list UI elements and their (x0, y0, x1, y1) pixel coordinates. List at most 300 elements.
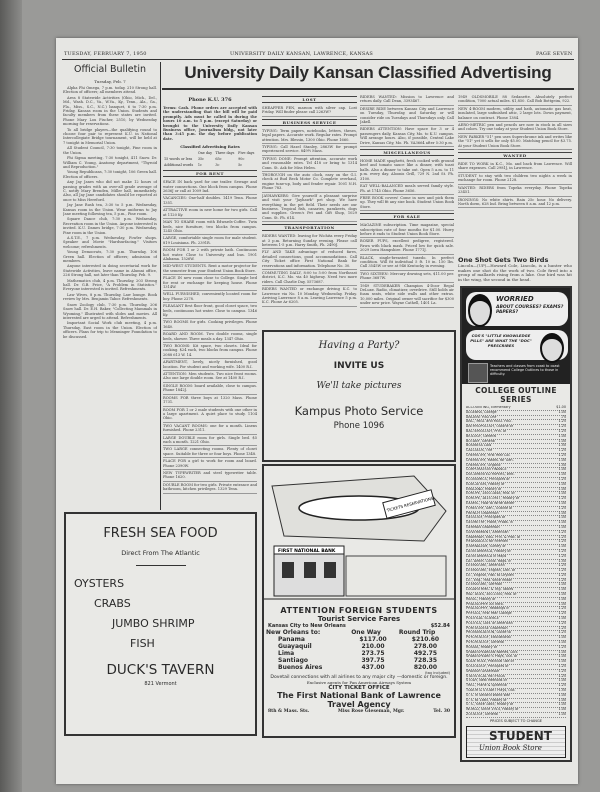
classified-ad: DOUBLE ROOM for two girls. Private entrance and bathroom, kitchen privileges. 1329 Tenn. (163, 482, 257, 494)
book-price: 1.00 (558, 433, 566, 438)
book-title: PRONUNCIATION, Guide to (466, 631, 511, 635)
bulletin-item: Jay Jane Rush tea, 3:30 to 5 p.m. Wednesday, Kansas room in the Union. Wear uniforms to Jay Jane meeting following tea, 5 p.m., Pine room. (63, 203, 157, 216)
book-price: 1.00 (558, 472, 566, 477)
book-price: 1.50 (558, 558, 566, 563)
book-price: 1.25 (558, 606, 566, 611)
bulletin-item: Area 8 Statewide Activities (Ohio, Mich., Del., Md., Wash. D.C., Va., W.Va., Ky., Tenn., Ala., Ga., Fla., Miss., S.C., N.C.) banquet, 6 to 7:30 p.m. Friday, Kansas room in the Union. Students and faculty members from these states are invited. Phone Mary Lou Fischer, 2510, by Wednesday morning for reservations. (63, 95, 157, 127)
address-row (264, 709, 454, 714)
store-name: STUDENT (489, 728, 552, 743)
fare-row (264, 650, 454, 657)
classified-ad: SHEAFFER PEN, maroon with silver cap. Lost Friday. Will finder please call 2263W? (262, 105, 357, 117)
classified-ad: ROOM FOR 1 or 2 with private bath. Continuous hot water. Close to University and bus. 1901 Alabama. 1526W. (163, 247, 257, 263)
book-title: PSYCHOLOGY, Educational (466, 636, 511, 640)
book-title: SLIDE RULE, Practical use of (466, 660, 514, 664)
worried-question: ABOUT COURSES? EXAMS? PAPERS? (496, 305, 564, 315)
fare-cell: Lima (278, 650, 295, 657)
book-title: EDUCATION, History of (466, 482, 505, 486)
book-title: STATISTICAL METHODS (466, 674, 506, 678)
book-title: GEOMETRY, Plane, Probs. in (466, 521, 513, 525)
fare-cell: Panama (278, 636, 305, 643)
book-price: 1.25 (558, 563, 566, 568)
classified-ad: WELL FURNISHED, conveniently located room for boy. Phone 2278. (163, 291, 257, 303)
classified-ad: FREE BOOK covers! Come in now and pick them up. They will fit any size book. Student Union Book Store. (360, 195, 454, 211)
bulletin-item: Young Democrats, 7:30 p.m. Thursday, 106 Green hall. Election of officers; admission of members. (63, 250, 157, 264)
book-price: 1.25 (558, 448, 566, 453)
manager: Miss Rose Gieseman, Mgr. (337, 709, 405, 714)
book-title: BIOLOGY, General (466, 434, 497, 438)
classified-column-3 (360, 94, 454, 326)
bulletin-item: A.S.T.E., 7 p.m. Wednesday, Fowler shops. Speaker and Movie "Hardsurfacing." Visitors welcome; refreshments. (63, 236, 157, 249)
bulletin-item: Snow Zoology club, 7:30 p.m. Thursday, 206 Snow hall. Dr. E.H. Baker, "Collecting Mammals in Wyoming." Illustrated with slides and movies. All interested are urged to attend. Refreshments. (63, 302, 157, 320)
book-price: 1.00 (558, 587, 566, 592)
book-price: 1.00 (558, 524, 566, 529)
fare-cell: 210.00 (361, 643, 385, 650)
book-price: 1.25 (558, 611, 566, 616)
book-title: POLITICS, Dict. of American (466, 621, 513, 625)
book-title: U. S., since 1865, History of (466, 703, 514, 707)
book-title: LATIN AMERICA in Maps (466, 554, 507, 558)
bulletin-item: Any Jay Janes who did not make 12 hours of passing grades with an over-all grade average of C, notify Mary Brenden, Miller hall, immediately. Also, all Jay Jane candidates should be reported at once to Miss Hereford. (63, 180, 157, 202)
classified-ad: SPACE IN back yard for one trailer. Sewage and water connections. One block from campus. Phone 2636J or call at 1009 Ind. (163, 179, 257, 195)
book-price: 1.00 (558, 520, 566, 525)
book-title: CHEMISTRY, Maths. for Gen. (466, 458, 514, 462)
rate-cell: 35c (197, 157, 205, 162)
book-price: 1.00 (558, 409, 566, 414)
book-title: EUROPE, 1500-1848, Hist. of (466, 492, 515, 496)
seafood-item: JUMBO SHRIMP (112, 617, 195, 630)
agents-note: Exclusive agents for Pan American Airways System (306, 680, 412, 685)
book-price: 1.00 (558, 582, 566, 587)
happy-face-icon (540, 333, 564, 363)
masthead-line: UNIVERSITY DAILY KANSAN, LAWRENCE, KANSAS (230, 51, 373, 57)
book-title: CORPORATION FINANCE (466, 468, 507, 472)
book-title: LIT., English, Hist. to Dryden (466, 573, 514, 577)
fare-cell: 820.00 (413, 664, 437, 671)
news-story (458, 256, 572, 286)
classified-ad: NEW TYPEWRITER and steel typewriter table. Phone 1620. (163, 470, 257, 482)
classified-ad: ATTRACTIVE room in new home for two girls. Call at 1120 Ky. (163, 207, 257, 219)
seafood-item: FISH (130, 637, 155, 650)
section-heading: BUSINESS SERVICE (262, 119, 357, 126)
rate-cell: 15 words or less (164, 157, 193, 162)
book-title: ECONOMICS, Principles of (466, 477, 510, 481)
tavern-name: DUCK'S TAVERN (106, 662, 215, 678)
classified-ad: TWO VACANT ROOMS: one for a month. Linens furnished. Phone 2311. (163, 423, 257, 435)
tax-note: (tax included) (425, 671, 450, 675)
seafood-ad (64, 512, 257, 736)
book-title: PSYCHOLOGY, General (466, 641, 505, 645)
classified-ad: BOXER PUPS, excellent pedigree, registered. Fawn with black mask. Priced low for quick sale. 2029 Iowa Hampshire. Phone 1771J. (360, 238, 454, 254)
fare-cell: 397.75 (361, 657, 385, 664)
col-header: Round Trip (398, 629, 436, 636)
classified-ad: NEW 4-ROOM modern, utility and bath, automatic gas heat, insulated, large unfinished attic, 2 large lots. Down payment, balance on contract. Phone 1384. (458, 106, 572, 122)
section-heading: MISCELLANEOUS (360, 149, 454, 156)
classified-ad: HOME MADE spaghetti, fresh cooked with ground beef and tomato sauce like a dinner, with toast balls. Also a dinner to take out. Open 5 a.m. to 11 p.m. every day. Aloonis Grill, 729 N. 2nd St. Ph. 3100. (360, 158, 454, 183)
classified-ad: STUDENT to stay with two children two nights a week in exchange for room. Phone 2128. (458, 173, 572, 185)
book-title: MID. AGES, 300-1500, Hist. of (466, 593, 517, 597)
classified-ad: TYPING DONE: Prompt attention, accurate work and reasonable rates. Tel 418 or bring to 1314 Conn. St. Ask for Miss Helen. (262, 156, 357, 172)
bulletin-item: Alpha Phi Omega, 7 p.m. today, 210 Strong hall. Election of officers; all members attend. (63, 86, 157, 95)
book-title: RUSSIA, History of (466, 645, 498, 649)
kc-fare: $52.84 (430, 623, 450, 629)
classified-ad: EAT WELL-BALANCED meals served family style. Ph. at 1745 Ohio. Phone 3656. (360, 183, 454, 195)
classified-ad: 1949 OLDSMOBILE 88 Sedanette. Absolutely perfect condition, 7000 actual miles. $1,850. Call Bob Bottgeim, 922. (458, 94, 572, 106)
story-text: Lincoln—(UP)—Howard Cole, Lincoln, is a hunter who makes one shot do the work of two. Cole fired into a group of mallards rising from a lake. One bird was hit in the wing, the second in the head. (458, 263, 572, 282)
fares-from: New Orleans to: (266, 629, 321, 636)
classified-ad: ATTENTION: Men students. Two nice front rooms. Also one large double room. See at 1400 R.I. (163, 371, 257, 383)
book-title: CALCULUS, The (466, 449, 493, 453)
party-line: Having a Party? (318, 340, 400, 351)
book-title: HYDRAULICS for Firemen (466, 540, 509, 544)
classified-ad: THOROUGH on the auto clock, easy on the G.I. check at Bud Beck Motor Co. Complete overhaul, engine tune-up, body and fender repair. 1001 N.H. Phone 783. (262, 172, 357, 193)
book-price: 1.25 (558, 568, 566, 573)
col-header: One Way (351, 629, 381, 636)
book-price: 1.00 (558, 515, 566, 520)
bulletin-date: Tuesday, Feb. 7 (94, 79, 126, 84)
book-title: PHILOSOPHY, Readings in (466, 607, 510, 611)
fare-cell: $117.00 (359, 636, 387, 643)
book-title: PHYSICS, First Year College (466, 612, 512, 616)
book-price: 1.00 (558, 702, 566, 707)
book-price: 1.00 (558, 649, 566, 654)
classified-ad: RIDERS WANTED: leaving for Wichita every Friday at 3 p.m. Returning Sunday evening. Please call between 1-5 p.m. Harry Smith, Ph. 2490J. (262, 233, 357, 249)
classified-ad: LARGE DOUBLE room for girls. Single bed. $5 each a month. 1221 Ohio. (163, 435, 257, 447)
classified-ad: MAGAZINE subscription. Time magazine, special subscription rate of four months for $1.00. Hurry before it ends to Student Union Book Store. (360, 222, 454, 238)
fare-cell: Santiago (278, 657, 309, 664)
book-price: 1.25 (558, 673, 566, 678)
rates-title: Classified Advertising Rates (180, 144, 240, 150)
section-heading: FOR SALE (360, 213, 454, 220)
book-price: 1.00 (558, 438, 566, 443)
fare-cell: 492.75 (413, 650, 437, 657)
bulletin-title: Official Bulletin (73, 64, 147, 75)
classified-ad: VACANCIES: One-half doubles. 1419 Tenn. Phone 1351. (163, 195, 257, 207)
series-title: COLLEGE OUTLINE SERIES (475, 386, 557, 404)
book-title: TUDOR & STUART Plays, Out. (466, 689, 516, 693)
classified-ad: PLEASANT first floor front, good closet space, two beds, continuous hot water. Close to campus. 1346 Ky. (163, 303, 257, 319)
book-price: 1.00 (558, 491, 566, 496)
book-price: 1.00 (558, 592, 566, 597)
classified-ad: TWO LARGE connecting rooms. Plenty of closet space. Suitable for three or four boys. Phone 1348. (163, 446, 257, 458)
issue-date: TUESDAY, FEBRUARY 7, 1950 (64, 51, 147, 57)
outline-note: Teachers and classes from coast to coast recommend College Outlines to those in difficulty. (490, 364, 560, 376)
prices-note: PRICES SUBJECT TO CHANGE (489, 718, 543, 723)
book-title: CHEMISTRY, Organic (466, 463, 501, 467)
book-title: EXAMS., How to Write Better (466, 501, 515, 505)
classified-ad: 1949 STUDEBAKER Champion 4-Door Regal DeLuxe. Radio, climatizer, overdrive. Still holds air foam seats, white side walls and other extras. 10,000 miles. Original owner will sacrifice for $300 under new price. Wayne Cathell, 1401 La. (360, 283, 454, 308)
rate-cell: 1c (197, 163, 202, 168)
book-price: 1.25 (558, 664, 566, 669)
book-title: SOCIOLOGY, Principles of (466, 665, 509, 669)
fare-cell: 278.00 (413, 643, 437, 650)
classified-ad: FLY AND TAKE advantage of reduced fares, detailed connections, good accommodations. Call City Ticket office First National Bank for reservations and information. Telephone No. 30. (262, 249, 357, 270)
book-price: 1.25 (558, 534, 566, 539)
book-price: 1.00 (558, 596, 566, 601)
book-title: ZOOLOGY, General (466, 713, 499, 716)
book-price: 1.00 (558, 712, 566, 716)
book-title: SHAKESPEARE'S Plays, Out. of (466, 655, 518, 659)
book-price: 1.25 (558, 428, 566, 433)
book-price: 1.25 (558, 529, 566, 534)
classified-ad: ROOM FOR 1 or 2 male students with one other in a large apartment. A quiet place to study. 1104 Ohio. (163, 407, 257, 423)
book-title: GEOLOGY, Principles of (466, 516, 506, 520)
page-number: PAGE SEVEN (536, 51, 573, 57)
airplane-bank-illustration (264, 466, 454, 602)
book-price: 1.00 (558, 544, 566, 549)
fare-cell: 273.75 (361, 650, 385, 657)
classified-column-4 (458, 94, 572, 254)
fare-cell: Guayaquil (278, 643, 312, 650)
col-header: One day (197, 151, 212, 156)
outline-illustration (462, 288, 570, 384)
book-price: 1.00 (558, 457, 566, 462)
rate-cell: 90c (238, 157, 245, 162)
classified-column-1 (163, 94, 257, 508)
section-heading: TRANSPORTATION (262, 224, 357, 231)
book-title: FORESTRY, Gen., Outline of (466, 506, 513, 510)
classified-ad: TYPING: Call Hazel Stanley, 2863W for prompt experienced service. 849½ Mass. (262, 144, 357, 156)
connections: Dovetail connections with all airlines to any major city —domestic or foreign. (270, 675, 448, 680)
fare-cell: Buenos Aires (278, 664, 323, 671)
bulletin-item: To all bridge players—the qualifying round to choose four pair to represent K.U. in National Intercollegiate Bridge tournament, will be held at 7 tonight in Memorial Union. (63, 127, 157, 145)
travel-subtitle: Tourist Service Fares (317, 615, 401, 623)
book-title: ANTHROPOLOGY, Outline of (466, 425, 513, 429)
photo-service-ad (262, 330, 456, 462)
invite-line: INVITE US (333, 361, 385, 371)
section-heading: WANTED (458, 152, 572, 159)
book-title: CHEMISTRY, First Year Col. (466, 453, 511, 457)
column-divider (160, 62, 161, 510)
classified-ad: RIDERS WANTED or exchange driving K.C. to Lawrence via No. 10 Monday, Wednesday, Friday. Arriving Lawrence 8 a.m. Leaving Lawrence 5 p.m. K.C. Phone Ar 6205. (262, 286, 357, 307)
book-price: 1.50 (558, 443, 566, 448)
book-price: 1.25 (558, 548, 566, 553)
kc-route: Kansas City to New Orleans (268, 623, 346, 629)
book-title: SHAKESPEAREAN Names, Dict. (466, 650, 519, 654)
fare-row (264, 636, 454, 643)
book-title: POLITICAL SCIENCE (466, 617, 500, 621)
book-title: ANCIENT HISTORY (466, 415, 497, 419)
book-title: LITERATURE, English, Dict. of (466, 569, 516, 573)
book-price: 1.00 (558, 616, 566, 621)
book-price: 1.25 (558, 419, 566, 424)
rate-cell: 3c (215, 163, 220, 168)
classified-ad: ROOMS FOR three boys at 1320 Mass. Phone 1731. (163, 395, 257, 407)
book-title: PORTUGUESE GRAMMAR (466, 626, 508, 630)
book-price: 1.25 (558, 505, 566, 510)
classified-ad: NEW PARKER "51" pen uses Superchrome ink and writes like the "51" yet it sells for only $5.00. Matching pencil for $3.75. At your Student Union Book Store. (458, 134, 572, 150)
book-title: U. S. in Second World War (466, 693, 511, 697)
bulletin-item: Young Republicans, 7:30 tonight, 106 Green hall. Election of officers. (63, 170, 157, 179)
book-title: GRAMMAR, ENG. Prin. & Prac. of (466, 535, 521, 539)
classified-ad: DESIRE RIDE between Kansas City and Lawrence on Tuesday, Thursday, and Saturday or will consider ride on Tuesdays and Thursdays only. Call Jakell. (360, 106, 454, 127)
bulletin-item: Law Wives, 8 p.m. Thursday, Law lounge. Book review by Mrs. Benjamin Tabor. Refreshments. (63, 292, 157, 302)
book-price: 1.25 (558, 572, 566, 577)
classified-ad: BOARD AND ROOM. Two double rooms, single beds, shower. Three meals a day. 1347 Ohio. (163, 331, 257, 343)
book-price: 1.25 (558, 577, 566, 582)
book-title: GOVERNMENT, American (466, 530, 509, 534)
book-price: 1.00 (558, 481, 566, 486)
book-title: EUROPE, 1815-1947, History of (466, 497, 520, 501)
book-title: LITERATURE, American (466, 564, 505, 568)
ticket-office: CITY TICKET OFFICE (328, 685, 390, 691)
header-rule (62, 59, 574, 60)
classified-ad: JAYHAWKERS: Give yourself a pleasant surprise and visit your "Jayhawk" pet shop. We have everything in the pet field. Their needs are our business. Tropical fish, canaries, parakeets, dogs and supplies. Green's Pet and Gift Shop, 1029 Conn. St. Ph. 614. (262, 193, 357, 222)
classified-ad: APARTMENT, lovely, nicely furnished, good location. For student and working wife. 1400 R.I. (163, 359, 257, 371)
store-sub: Union Book Store (479, 743, 542, 752)
bulletin-item: Mathematics club, 4 p.m. Thursday, 203 Strong hall. Dr. G.B. Price, "A Problem in Statistics." Everyone interested is invited. Refreshments. (63, 278, 157, 292)
terms: Terms: Cash. Phone orders are accepted with the understanding that the bill will be paid promptly. Ads must be called in during the hours 10 a.m. to 5 p.m. (except Saturday) or brought to the University Daily Kansan Business office, Journalism bldg., not later than 3:45 p.m. the day before publication date. (163, 106, 257, 141)
rates-table (163, 150, 257, 168)
section-heading: LOST (262, 96, 357, 103)
book-title: LITERATURE, German (466, 583, 503, 587)
book-price: 1.00 (558, 692, 566, 697)
book-title: BACTERIOLOGY, Prin. of (466, 429, 507, 433)
fare-row (264, 657, 454, 664)
outline-book (466, 713, 566, 718)
book-price: 1.00 (558, 678, 566, 683)
book-title: FRENCH GRAMMAR (466, 511, 499, 515)
classified-ad: WANTED: RIDERS from Topeka everyday. Phone Topeka 23451. (458, 185, 572, 197)
bulletin-item: All Student Council, 7:30 tonight, Pine room in the Union. (63, 146, 157, 155)
book-title: GERMAN GRAMMAR (466, 525, 500, 529)
classified-ad: PLACE IN new room close to College. Single bed for rent or exchange for keeping house. Phone 1314W. (163, 275, 257, 291)
book-price: 1.00 (558, 601, 566, 606)
book-title: PHILOSOPHY: An Intro. (466, 602, 504, 606)
book-title: BUSINESS LAW (466, 444, 492, 448)
book-title: LAT. AMER. Civiliz. Rdgs. in (466, 559, 512, 563)
book-price: 1.25 (558, 683, 566, 688)
scan-edge (0, 0, 22, 792)
book-price: 1.25 (558, 668, 566, 673)
photo-phone: Phone 1096 (333, 421, 385, 431)
travel-title: ATTENTION FOREIGN STUDENTS (280, 606, 438, 615)
worried-text: WORRIED (496, 295, 534, 303)
classified-column-2 (262, 94, 357, 326)
classified-ad: TYPING: Term papers, notebooks, letters, theses, legal papers. Accurate work. Regular rates. Prompt attention. Mrs. Blessin, 1300 Ohio. Phone 1660. (262, 128, 357, 144)
rate-cell: 65c (215, 157, 222, 162)
divider (136, 565, 186, 566)
photo-service-name: Kampus Photo Service (294, 404, 424, 418)
bank-sign: FIRST NATIONAL BANK (278, 549, 336, 554)
pictures-line: We'll take pictures (316, 381, 402, 391)
book-price: 1.25 (558, 553, 566, 558)
book-title: TRIG., Plane & Spherical (466, 684, 508, 688)
travel-agency: Travel Agency (327, 700, 391, 709)
book-price: 1.00 (558, 707, 566, 712)
fares-table (264, 629, 454, 671)
col-header: Three days (215, 151, 235, 156)
book-price: 1.00 (558, 500, 566, 505)
classified-ad: IRONINGS: No white shirts. Rain 25c hour. No delivery. North dorm, 628 Ind. Bring between 8 a.m. and 12 p.m. (458, 197, 572, 209)
worried-face-icon (468, 294, 492, 327)
bulletin-item: Important Social Work club meeting, 4 p.m. Thursday, East room in the Union. Election of officers. Plans for trip to Menninger Foundation to be discussed. (63, 321, 157, 339)
book-title: ENGLAND, History of (466, 487, 502, 491)
book-price: 1.00 (558, 635, 566, 640)
book-title: LATIN AMERICA, History of (466, 549, 511, 553)
address: 8th & Mass. Sts. (268, 709, 310, 714)
bulletin-item: Anyone interested in doing secretarial work for Statewide Activities, leave name in Alumni office, 226 Strong hall, not later than Thursday, Feb. 9. (63, 264, 157, 278)
book-title: WORLD, Since 1914, History of (466, 708, 519, 712)
classified-ad: TWO ROOMS for girls. Cooking privileges. Phone 1640. (163, 319, 257, 331)
book-price: 1.50 (558, 462, 566, 467)
book-title: ANC., MED. and MOD. HIST. (466, 420, 513, 424)
rate-cell: 5c (238, 163, 243, 168)
rate-cell: Additional words (164, 163, 194, 168)
travel-agency-ad (262, 464, 456, 738)
banner-rule (162, 88, 574, 90)
classified-ad: PLACE FOR a girl to work for room and board. Phone 2390W. (163, 458, 257, 470)
book-title: BOTANY, General (466, 439, 496, 443)
classified-ad: MID-WEST STUDENTS. Rent a motor projector for the semester from your Student Union Book Store. (163, 263, 257, 275)
story-headline: One Shot Gets Two Birds (458, 256, 549, 264)
book-title: ALGEBRA, College (466, 410, 497, 414)
fare-row (264, 664, 454, 671)
tavern-address: 821 Vermont (144, 681, 177, 687)
book-price: 1.25 (558, 644, 566, 649)
book-price: 1.25 (558, 452, 566, 457)
classified-ad: SINGLE ROOM: board available, close to campus. Phone 1842J. (163, 383, 257, 395)
book-title: MUSIC, History of (466, 597, 496, 601)
seafood-title: FRESH SEA FOOD (103, 526, 218, 541)
classified-ad: RIDE TO WORK in K.C., Mo. and back from Lawrence. Will share expenses. Call 2981J, in Lawrence. (458, 161, 572, 173)
book-price: 1.25 (558, 620, 566, 625)
cos-text: COS'S "LITTLE KNOWLEDGE PILLS" ARE WHAT THE "DOC" PRESCRIBES (470, 333, 532, 348)
classified-ad: LARGE, comfortable single room for male student. 819 Louisiana. Ph. 2391R. (163, 235, 257, 247)
bulletin-item: Phi Sigma meeting, 7:30 tonight, 411 Snow. Dr. William C. Young, Anatomy department, "Thyroid and Reproduction." (63, 156, 157, 169)
ticket-tag-text: TICKETS RESERVATIONS (386, 495, 434, 513)
bulletin-item: Square Dance club, 7:30 p.m. Wednesday, Recreation room in the Union. Anyone interested is invited. K.U. Dames bridge, 7:30 p.m. Wednesday, Pine room in the Union. (63, 217, 157, 235)
book-price: 1.50 (558, 688, 566, 693)
classified-ad: TWO SIXTEEN: Mercury drawing sets, $11.00 per. Phone 3687W. (360, 271, 454, 283)
classified-ad: RIDERS ATTENTION: Have space for 3 or 4 passengers daily, Kansas City, Mo. to K.U. campus. Will arrange hours. Also, if possible, Central Lake Drive, Kansas City, Mo. Ph. VA3664 after 5:30 p.m. (360, 126, 454, 147)
book-icon (468, 363, 488, 383)
book-price: 1.00 (558, 640, 566, 645)
telephone: Tel. 30 (433, 709, 450, 714)
student-union-logo (466, 726, 566, 758)
book-title: LIT., Eng., Hist. since Milton (466, 578, 513, 582)
book-title: U. S. to 1865, History of (466, 698, 507, 702)
book-price: 1.00 (558, 486, 566, 491)
fare-cell: 728.35 (413, 657, 437, 664)
seafood-item: OYSTERS (74, 577, 125, 590)
book-price: 1.25 (558, 476, 566, 481)
book-price: $1.00 (556, 405, 566, 409)
seafood-item: CRABS (94, 597, 131, 610)
book-price: 1.00 (558, 467, 566, 472)
bank-name: The First National Bank of Lawrence (277, 691, 441, 700)
classified-ad: MAN TO SHARE room with Edwards-Coffee. Twin beds, nice furniture, two blocks from campus. 1245 Ohio. (163, 219, 257, 235)
college-outline-ad (460, 286, 572, 762)
book-title: LOGARITHMIC & Trig. Tables (466, 588, 514, 592)
book-price: 1.25 (558, 630, 566, 635)
classified-ad: RIDERS WANTED: Mission to Lawrence and return daily. Call Dean, 3393467. (360, 94, 454, 106)
official-bulletin (63, 79, 157, 507)
book-title: DOCUMENTED PAPERS, Writ. (466, 473, 515, 477)
fare-cell: $210.60 (411, 636, 440, 643)
book-price: 1.25 (558, 496, 566, 501)
section-heading: FOR RENT (163, 170, 257, 177)
phone-number: Phone K.U. 376 (188, 97, 232, 103)
book-price: 1.00 (558, 659, 566, 664)
classified-ad: AERO-METRIC pen and pencils are now in stock in all sizes and colors. Try one today at your Student Union Book Store. (458, 122, 572, 134)
book-price: .75 (560, 414, 566, 419)
book-title: SPANISH GRAMMAR (466, 669, 500, 673)
fare-cell: 437.00 (361, 664, 385, 671)
fare-row (264, 643, 454, 650)
book-price: 1.00 (558, 510, 566, 515)
classified-ad: COMMUTING DAILY, 8:00 to 5:00 from Northeast district, K.C. Mo. via 40 highway. Need two more riders. Call Charlie Day, 5573687. (262, 270, 357, 286)
book-title: ACCOUNTING, Elementary (466, 406, 511, 409)
